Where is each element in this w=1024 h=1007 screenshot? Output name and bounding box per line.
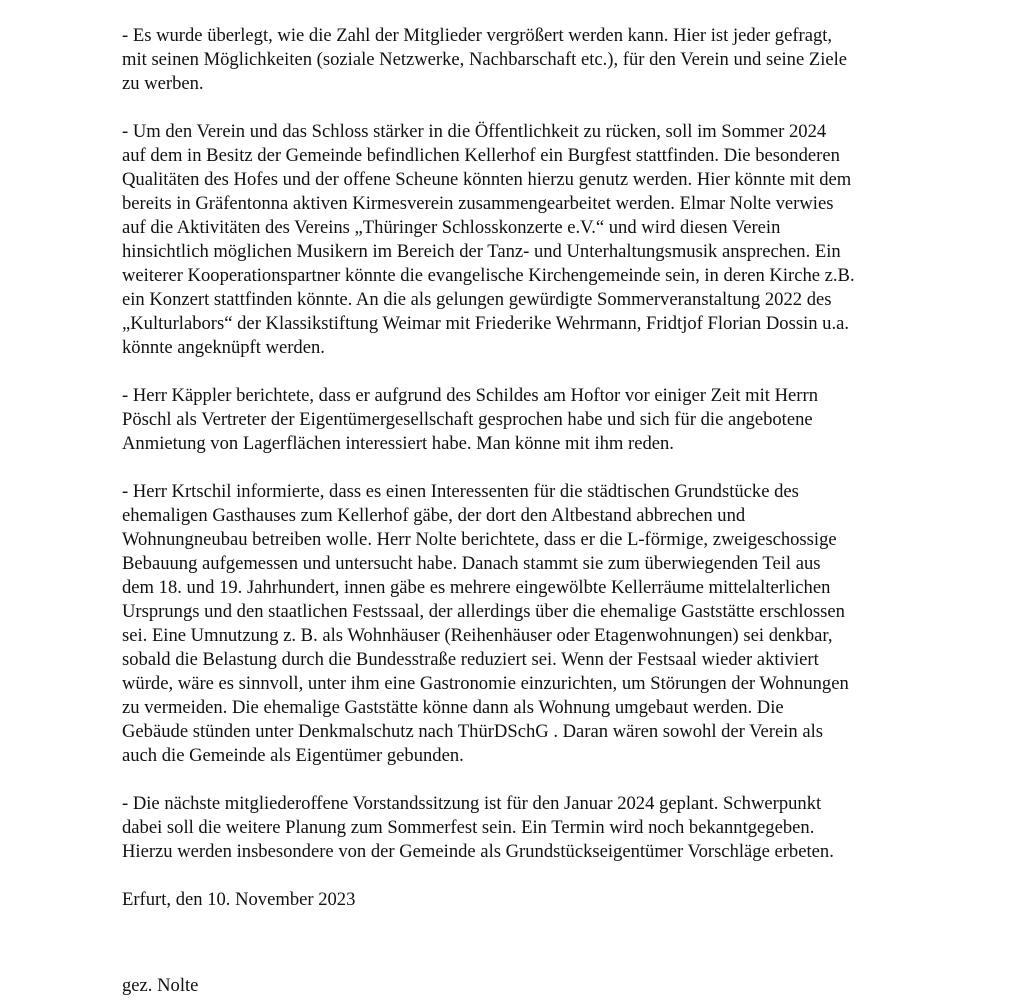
signature: gez. Nolte <box>122 975 199 996</box>
paragraph-next-meeting: - Die nächste mitgliederoffene Vorstandssitzung ist für den Januar 2024 geplant. Schwerpunkt dabei soll die weitere Planung zum Sommerfest sein. Ein Termin wird noch bekanntgegeben. Hierzu werden insbesondere von der Gemeinde als Grundstückseigentümer Vorschläge erbeten. <box>122 793 834 862</box>
paragraph-kaeppler: - Herr Käppler berichtete, dass er aufgrund des Schildes am Hoftor vor einiger Zeit mit Herrn Pöschl als Vertreter der Eigentümergesellschaft gesprochen habe und sich für die angebotene Anmietung von Lagerflächen interessiert habe. Man könne mit ihm reden. <box>122 385 818 454</box>
paragraph-membership: - Es wurde überlegt, wie die Zahl der Mitglieder vergrößert werden kann. Hier ist jeder gefragt, mit seinen Möglichkeiten (soziale Netzwerke, Nachbarschaft etc.), für den Verein und seine Ziele zu werben. <box>122 25 848 94</box>
paragraph-krtschil: - Herr Krtschil informierte, dass es einen Interessenten für die städtischen Grundstücke des ehemaligen Gasthauses zum Kellerhof gäbe, der dort den Altbestand abbrechen und Wohnungneubau betreiben wolle. Herr Nolte berichtete, dass er die L-förmige, zweigeschossige Bebauung aufgemessen und untersucht habe. Danach stammt sie zum überwiegenden Teil aus dem 18. und 19. Jahrhundert, innen gäbe es mehrere eingewölbte Kellerräume mittelalterlichen Ursprungs und den staatlichen Festssaal, der allerdings über die ehemalige Gaststätte erschlossen sei. Eine Umnutzung z. B. als Wohnhäuser (Reihenhäuser oder Etagenwohnungen) sei denkbar, sobald die Belastung durch die Bundesstraße reduziert sei. Wenn der Festsaal wieder aktiviert würde, wäre es sinnvoll, unter ihm eine Gastronomie einzurichten, um Störungen der Wohnungen zu vermeiden. Die ehemalige Gaststätte könne dann als Wohnung umgebaut werden. Die Gebäude stünden unter Denkmalschutz nach ThürDSchG . Daran wären sowohl der Verein als auch die Gemeinde als Eigentümer gebunden. <box>122 481 849 766</box>
paragraph-burgfest: - Um den Verein und das Schloss stärker in die Öffentlichkeit zu rücken, soll im Sommer 2024 auf dem in Besitz der Gemeinde befindlichen Kellerhof ein Burgfest stattfinden. Die besonderen Qualitäten des Hofes und der offene Scheune könnten hierzu genutz werden. Hier könnte mit dem bereits in Gräfentonna aktiven Kirmesverein zusammengearbeitet werden. Elmar Nolte verwies auf die Aktivitäten des Vereins „Thüringer Schlosskonzerte e.V.“ und wird diesen Verein hinsichtlich möglichen Musikern im Bereich der Tanz- und Unterhaltungsmusik ansprechen. Ein weiterer Kooperationspartner könnte die evangelische Kirchengemeinde sein, in deren Kirche z.B. ein Konzert stattfinden könnte. An die als gelungen gewürdigte Sommerveranstaltung 2022 des „Kulturlabors“ der Klassikstiftung Weimar mit Friederike Wehrmann, Fridtjof Florian Dossin u.a. könnte angeknüpft werden. <box>122 121 855 358</box>
document-page <box>122 24 942 912</box>
place-date: Erfurt, den 10. November 2023 <box>122 889 356 910</box>
